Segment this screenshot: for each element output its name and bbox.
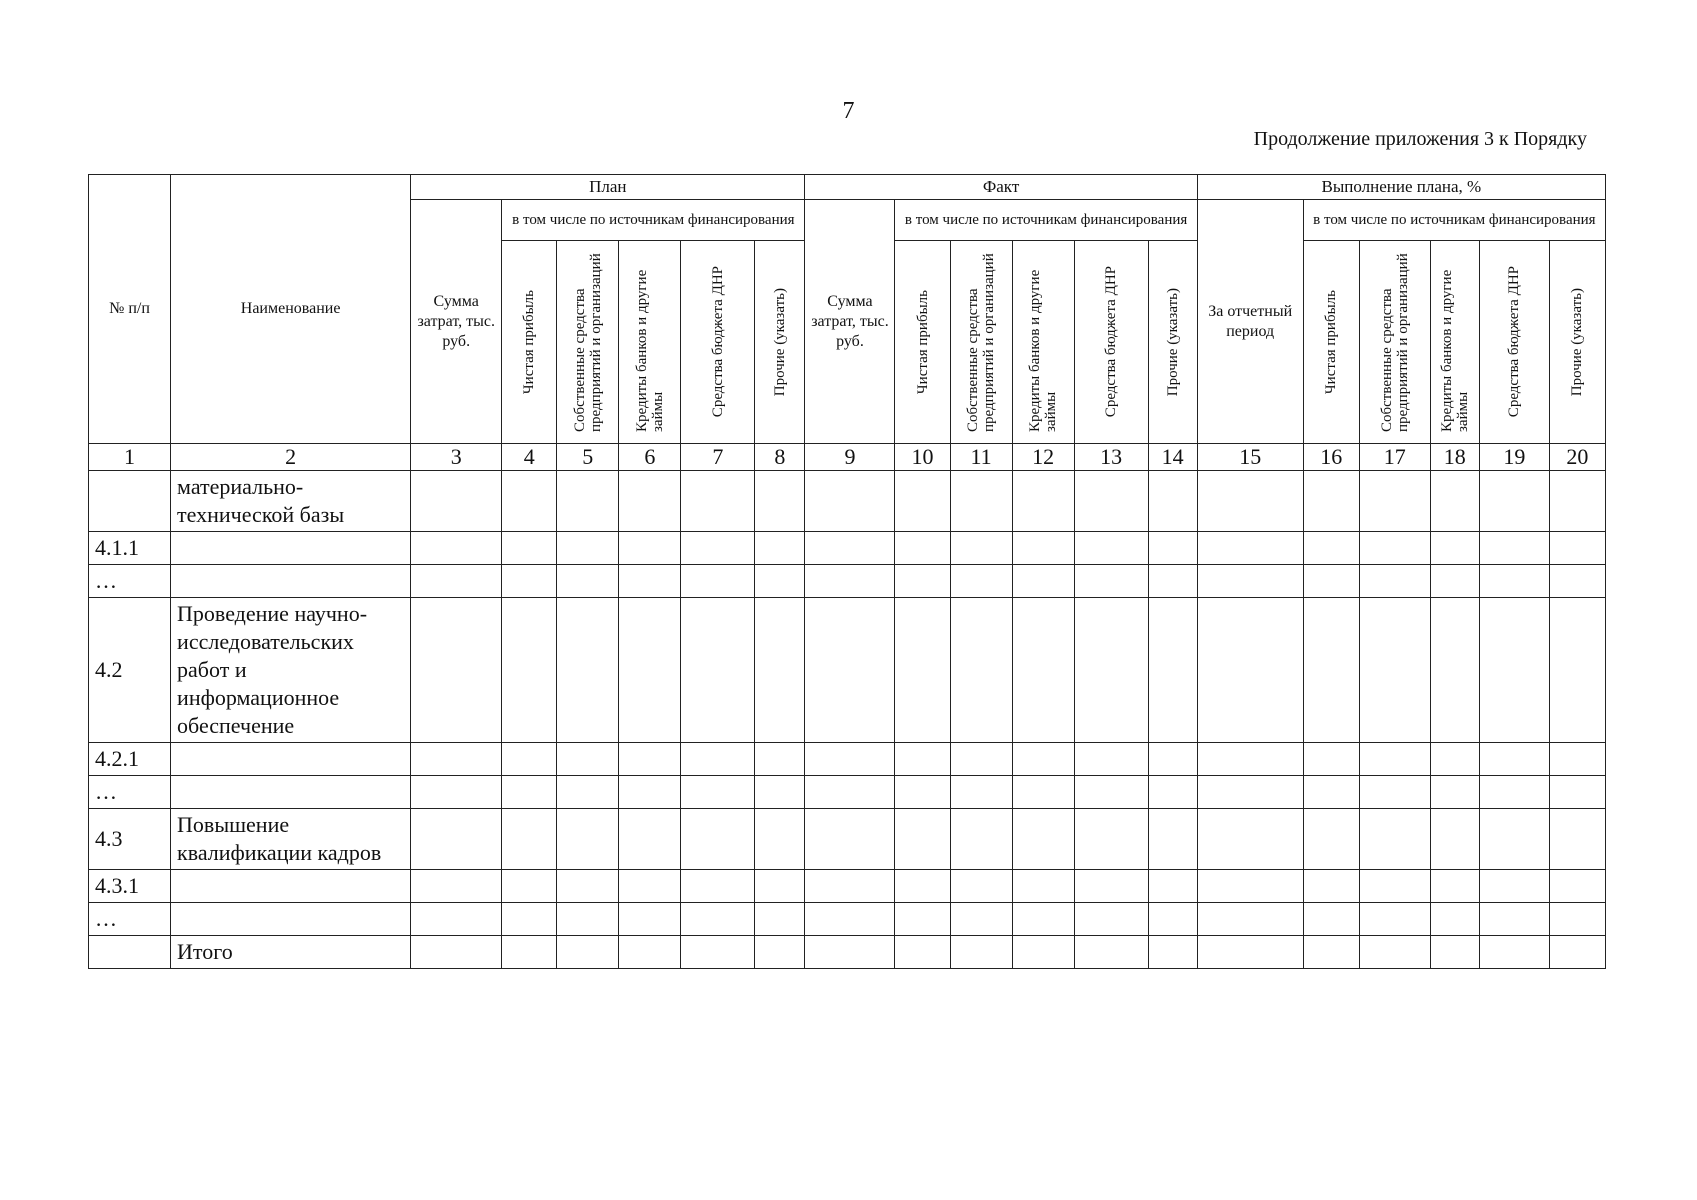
- data-cell: [411, 565, 502, 598]
- data-cell: [557, 809, 619, 870]
- data-cell: [1303, 870, 1359, 903]
- row-name: [171, 532, 411, 565]
- header-fact-src3: Кредиты банков и другие займы: [1027, 269, 1060, 432]
- table-row: [89, 565, 1606, 598]
- data-cell: [557, 903, 619, 936]
- row-name: материально-технической базы: [171, 471, 411, 532]
- data-cell: [1430, 471, 1479, 532]
- data-cell: [1012, 598, 1074, 743]
- data-cell: [502, 903, 557, 936]
- data-cell: [1359, 776, 1430, 809]
- data-cell: [411, 743, 502, 776]
- data-cell: [1148, 776, 1197, 809]
- data-cell: [1074, 903, 1148, 936]
- column-number: 7: [681, 444, 755, 471]
- data-cell: [1303, 936, 1359, 969]
- data-cell: [1549, 743, 1605, 776]
- row-name: Повышение квалификации кадров: [171, 809, 411, 870]
- data-cell: [1479, 903, 1549, 936]
- header-plan-src5: Прочие (указать): [771, 287, 788, 397]
- table-row: [89, 776, 1606, 809]
- header-fact-src1: Чистая прибыль: [914, 289, 931, 395]
- data-cell: [895, 471, 950, 532]
- data-cell: [502, 471, 557, 532]
- data-cell: [1074, 743, 1148, 776]
- table-row: [89, 936, 1606, 969]
- data-cell: [1012, 936, 1074, 969]
- row-name: [171, 903, 411, 936]
- data-cell: [1074, 936, 1148, 969]
- data-cell: [1197, 471, 1303, 532]
- data-cell: [557, 532, 619, 565]
- data-cell: [950, 870, 1012, 903]
- column-number: 5: [557, 444, 619, 471]
- data-cell: [755, 598, 805, 743]
- row-name: [171, 743, 411, 776]
- data-cell: [557, 565, 619, 598]
- data-cell: [1359, 936, 1430, 969]
- header-fact-sources: в том числе по источникам финансирования: [895, 200, 1197, 241]
- data-cell: [950, 743, 1012, 776]
- data-cell: [1359, 809, 1430, 870]
- header-fact-src4: Средства бюджета ДНР: [1103, 266, 1120, 418]
- data-cell: [1148, 532, 1197, 565]
- data-cell: [1359, 743, 1430, 776]
- data-cell: [755, 903, 805, 936]
- data-cell: [895, 598, 950, 743]
- data-cell: [619, 471, 681, 532]
- data-cell: [1549, 936, 1605, 969]
- data-cell: [619, 936, 681, 969]
- data-cell: [805, 743, 895, 776]
- data-cell: [1197, 532, 1303, 565]
- header-plan-src1: Чистая прибыль: [521, 289, 538, 395]
- header-plan-src4: Средства бюджета ДНР: [709, 266, 726, 418]
- data-cell: [619, 809, 681, 870]
- column-number: 2: [171, 444, 411, 471]
- header-plan-src2: Собственные средства предприятий и организаций: [571, 253, 604, 432]
- data-cell: [1148, 809, 1197, 870]
- data-cell: [1303, 471, 1359, 532]
- row-name: [171, 565, 411, 598]
- data-cell: [411, 471, 502, 532]
- data-cell: [895, 743, 950, 776]
- data-cell: [1303, 565, 1359, 598]
- financing-report-table: [88, 174, 1606, 969]
- data-cell: [755, 870, 805, 903]
- row-name: Итого: [171, 936, 411, 969]
- data-cell: [1074, 565, 1148, 598]
- data-cell: [1359, 598, 1430, 743]
- data-cell: [805, 870, 895, 903]
- data-cell: [805, 809, 895, 870]
- data-cell: [1012, 776, 1074, 809]
- table-row: [89, 903, 1606, 936]
- table-row: [89, 870, 1606, 903]
- data-cell: [619, 598, 681, 743]
- data-cell: [411, 809, 502, 870]
- data-cell: [895, 870, 950, 903]
- data-cell: [502, 936, 557, 969]
- data-cell: [805, 532, 895, 565]
- data-cell: [1479, 776, 1549, 809]
- data-cell: [1549, 598, 1605, 743]
- data-cell: [557, 598, 619, 743]
- data-cell: [805, 471, 895, 532]
- data-cell: [755, 776, 805, 809]
- data-cell: [1012, 870, 1074, 903]
- header-exec-sources: в том числе по источникам финансирования: [1303, 200, 1605, 241]
- data-cell: [1549, 532, 1605, 565]
- data-cell: [411, 532, 502, 565]
- header-execution: Выполнение плана, %: [1197, 175, 1605, 200]
- data-cell: [1197, 809, 1303, 870]
- data-cell: [950, 532, 1012, 565]
- header-fact-src2: Собственные средства предприятий и организаций: [965, 253, 998, 432]
- data-cell: [805, 776, 895, 809]
- data-cell: [950, 936, 1012, 969]
- data-cell: [681, 870, 755, 903]
- data-cell: [895, 936, 950, 969]
- column-number: 1: [89, 444, 171, 471]
- data-cell: [1430, 598, 1479, 743]
- data-cell: [681, 776, 755, 809]
- data-cell: [950, 565, 1012, 598]
- data-cell: [1074, 532, 1148, 565]
- row-code: …: [89, 903, 171, 936]
- data-cell: [1012, 532, 1074, 565]
- data-cell: [502, 809, 557, 870]
- data-cell: [681, 532, 755, 565]
- data-cell: [1148, 565, 1197, 598]
- column-number: 14: [1148, 444, 1197, 471]
- data-cell: [1549, 776, 1605, 809]
- column-number: 16: [1303, 444, 1359, 471]
- row-code: 4.3: [89, 809, 171, 870]
- data-cell: [1359, 903, 1430, 936]
- column-number: 18: [1430, 444, 1479, 471]
- data-cell: [1479, 565, 1549, 598]
- data-cell: [895, 565, 950, 598]
- data-cell: [1549, 809, 1605, 870]
- data-cell: [619, 532, 681, 565]
- data-cell: [1359, 870, 1430, 903]
- data-cell: [1148, 471, 1197, 532]
- header-no: № п/п: [89, 175, 171, 444]
- data-cell: [557, 471, 619, 532]
- data-cell: [1479, 936, 1549, 969]
- data-cell: [619, 870, 681, 903]
- data-cell: [1012, 743, 1074, 776]
- header-period: За отчетный период: [1197, 200, 1303, 444]
- data-cell: [950, 598, 1012, 743]
- data-cell: [1549, 471, 1605, 532]
- data-cell: [755, 471, 805, 532]
- data-cell: [1430, 565, 1479, 598]
- data-cell: [557, 936, 619, 969]
- data-cell: [411, 870, 502, 903]
- data-cell: [1430, 776, 1479, 809]
- data-cell: [805, 598, 895, 743]
- data-cell: [1549, 903, 1605, 936]
- data-cell: [1479, 532, 1549, 565]
- data-cell: [895, 903, 950, 936]
- data-cell: [805, 903, 895, 936]
- data-cell: [557, 870, 619, 903]
- data-cell: [1148, 598, 1197, 743]
- data-cell: [619, 743, 681, 776]
- data-cell: [619, 903, 681, 936]
- data-cell: [1303, 776, 1359, 809]
- row-code: [89, 936, 171, 969]
- header-name: Наименование: [171, 175, 411, 444]
- header-plan: План: [411, 175, 805, 200]
- data-cell: [1303, 903, 1359, 936]
- data-cell: [1012, 809, 1074, 870]
- data-cell: [502, 565, 557, 598]
- data-cell: [755, 809, 805, 870]
- table-row: [89, 532, 1606, 565]
- column-number: 6: [619, 444, 681, 471]
- data-cell: [1359, 532, 1430, 565]
- data-cell: [1074, 471, 1148, 532]
- data-cell: [411, 936, 502, 969]
- data-cell: [1303, 743, 1359, 776]
- row-code: …: [89, 565, 171, 598]
- row-code: 4.2: [89, 598, 171, 743]
- data-cell: [1074, 598, 1148, 743]
- data-cell: [1197, 870, 1303, 903]
- table-row: [89, 598, 1606, 743]
- data-cell: [1303, 532, 1359, 565]
- data-cell: [557, 776, 619, 809]
- row-code: …: [89, 776, 171, 809]
- data-cell: [1479, 809, 1549, 870]
- data-cell: [1197, 598, 1303, 743]
- data-cell: [502, 870, 557, 903]
- column-number: 3: [411, 444, 502, 471]
- header-plan-sources: в том числе по источникам финансирования: [502, 200, 805, 241]
- row-code: [89, 471, 171, 532]
- data-cell: [1197, 936, 1303, 969]
- column-number: 8: [755, 444, 805, 471]
- row-name: Проведение научно-исследовательских работ и информационное обеспечение: [171, 598, 411, 743]
- column-number: 15: [1197, 444, 1303, 471]
- data-cell: [1074, 870, 1148, 903]
- data-cell: [411, 903, 502, 936]
- data-cell: [681, 743, 755, 776]
- data-cell: [681, 809, 755, 870]
- data-cell: [1303, 809, 1359, 870]
- data-cell: [502, 776, 557, 809]
- row-code: 4.2.1: [89, 743, 171, 776]
- data-cell: [1479, 870, 1549, 903]
- data-cell: [1197, 743, 1303, 776]
- header-plan-src3: Кредиты банков и другие займы: [633, 269, 666, 432]
- data-cell: [1479, 743, 1549, 776]
- row-name: [171, 870, 411, 903]
- data-cell: [1197, 776, 1303, 809]
- header-fact-src5: Прочие (указать): [1164, 287, 1181, 397]
- data-cell: [1148, 743, 1197, 776]
- column-number-row: [89, 444, 1606, 471]
- data-cell: [895, 532, 950, 565]
- data-cell: [1359, 471, 1430, 532]
- data-cell: [805, 565, 895, 598]
- data-cell: [681, 903, 755, 936]
- data-cell: [1012, 471, 1074, 532]
- appendix-note: Продолжение приложения 3 к Порядку: [1253, 128, 1587, 150]
- data-cell: [619, 776, 681, 809]
- data-cell: [1430, 936, 1479, 969]
- data-cell: [1479, 598, 1549, 743]
- data-cell: [1479, 471, 1549, 532]
- table-row: [89, 809, 1606, 870]
- data-cell: [1074, 776, 1148, 809]
- data-cell: [557, 743, 619, 776]
- data-cell: [1148, 870, 1197, 903]
- data-cell: [1430, 743, 1479, 776]
- data-cell: [411, 598, 502, 743]
- data-cell: [502, 532, 557, 565]
- column-number: 17: [1359, 444, 1430, 471]
- data-cell: [755, 532, 805, 565]
- data-cell: [805, 936, 895, 969]
- header-exec-src5: Прочие (указать): [1569, 287, 1586, 397]
- data-cell: [411, 776, 502, 809]
- header-fact-sum: Сумма затрат, тыс. руб.: [805, 200, 895, 444]
- row-code: 4.3.1: [89, 870, 171, 903]
- data-cell: [755, 936, 805, 969]
- data-cell: [895, 776, 950, 809]
- column-number: 13: [1074, 444, 1148, 471]
- data-cell: [1148, 903, 1197, 936]
- row-name: [171, 776, 411, 809]
- data-cell: [1430, 903, 1479, 936]
- data-cell: [1549, 565, 1605, 598]
- data-cell: [950, 776, 1012, 809]
- data-cell: [950, 809, 1012, 870]
- data-cell: [1012, 903, 1074, 936]
- column-number: 9: [805, 444, 895, 471]
- data-cell: [1359, 565, 1430, 598]
- data-cell: [1430, 870, 1479, 903]
- data-cell: [681, 936, 755, 969]
- data-cell: [1148, 936, 1197, 969]
- column-number: 4: [502, 444, 557, 471]
- column-number: 10: [895, 444, 950, 471]
- data-cell: [619, 565, 681, 598]
- column-number: 20: [1549, 444, 1605, 471]
- header-fact: Факт: [805, 175, 1197, 200]
- data-cell: [950, 903, 1012, 936]
- data-cell: [755, 743, 805, 776]
- data-cell: [1197, 565, 1303, 598]
- column-number: 19: [1479, 444, 1549, 471]
- data-cell: [1074, 809, 1148, 870]
- data-cell: [502, 598, 557, 743]
- data-cell: [950, 471, 1012, 532]
- table-row: [89, 471, 1606, 532]
- data-cell: [681, 598, 755, 743]
- data-cell: [1430, 809, 1479, 870]
- header-exec-src3: Кредиты банков и другие займы: [1438, 269, 1471, 432]
- data-cell: [1197, 903, 1303, 936]
- data-cell: [755, 565, 805, 598]
- data-cell: [895, 809, 950, 870]
- page-number: 7: [842, 98, 855, 124]
- data-cell: [1303, 598, 1359, 743]
- header-plan-sum: Сумма затрат, тыс. руб.: [411, 200, 502, 444]
- column-number: 12: [1012, 444, 1074, 471]
- data-cell: [1430, 532, 1479, 565]
- header-exec-src4: Средства бюджета ДНР: [1506, 266, 1523, 418]
- data-cell: [1012, 565, 1074, 598]
- header-exec-src2: Собственные средства предприятий и организаций: [1378, 253, 1411, 432]
- data-cell: [681, 565, 755, 598]
- data-cell: [681, 471, 755, 532]
- row-code: 4.1.1: [89, 532, 171, 565]
- table-row: [89, 743, 1606, 776]
- data-cell: [1549, 870, 1605, 903]
- data-cell: [502, 743, 557, 776]
- header-exec-src1: Чистая прибыль: [1323, 289, 1340, 395]
- column-number: 11: [950, 444, 1012, 471]
